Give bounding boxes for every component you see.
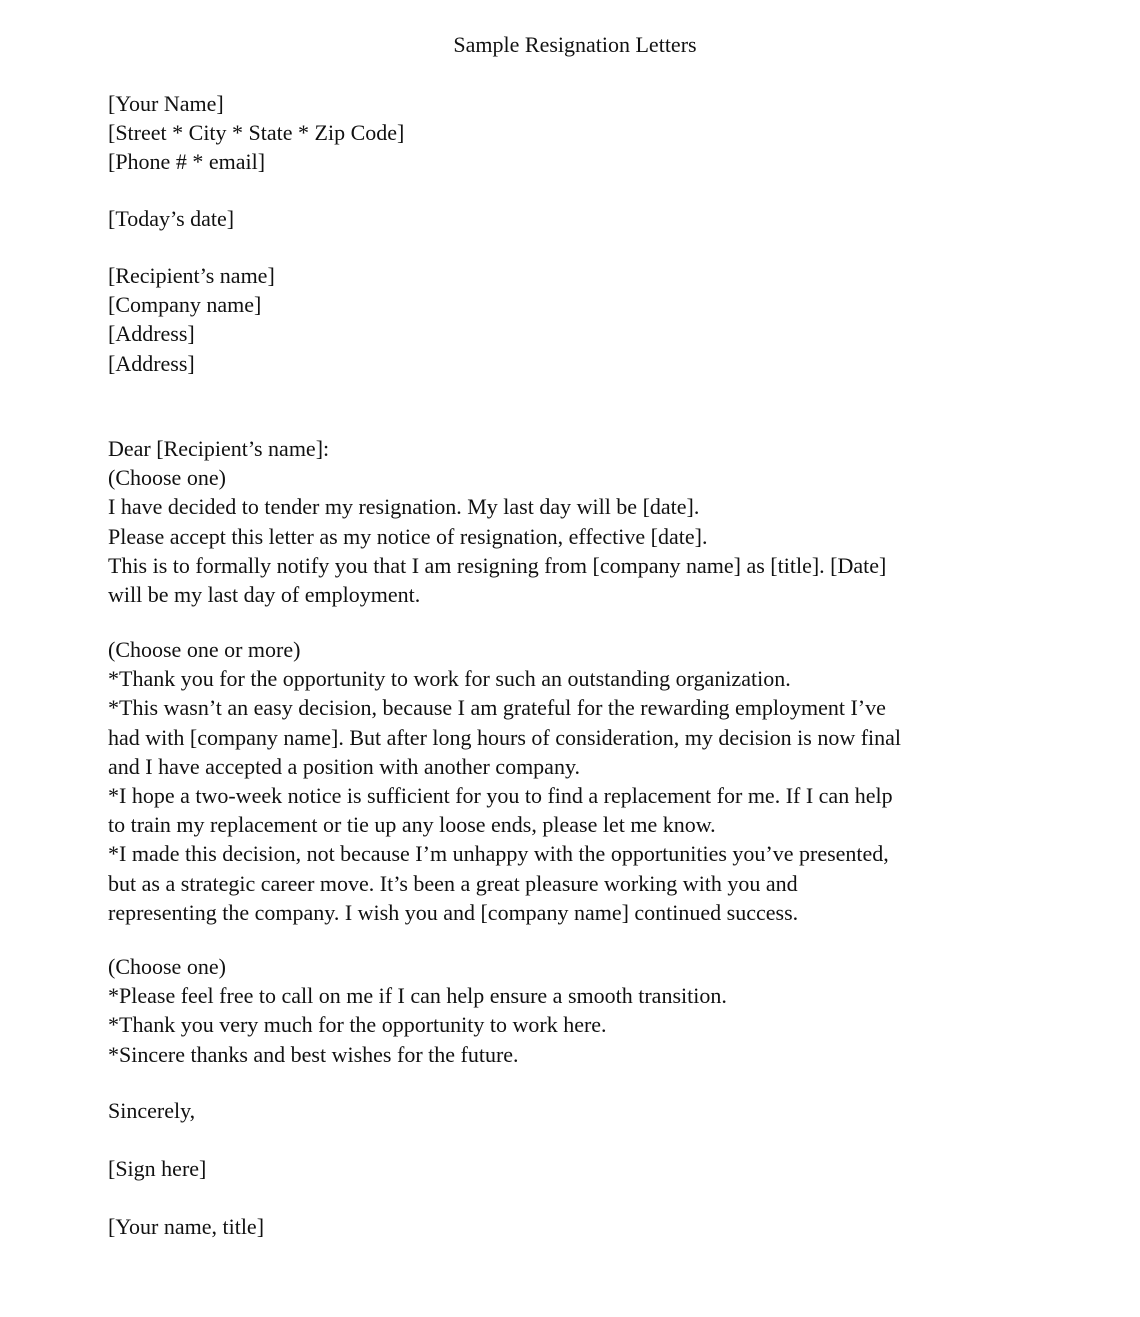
body-line: *Sincere thanks and best wishes for the future. bbox=[108, 1041, 519, 1067]
recipient-name: [Recipient’s name] bbox=[108, 263, 275, 288]
sender-street: [Street * City * State * Zip Code] bbox=[108, 120, 405, 146]
body-closing-paragraph bbox=[108, 952, 1068, 1069]
recipient-address-block bbox=[108, 261, 1068, 378]
choice-heading: (Choose one) bbox=[108, 465, 226, 491]
recipient-address-line: [Address] bbox=[108, 321, 195, 347]
choice-heading: (Choose one) bbox=[108, 954, 226, 979]
body-line: and I have accepted a position with another company. bbox=[108, 753, 581, 779]
signature-placeholder: [Sign here] bbox=[108, 1156, 207, 1181]
body-line: *Thank you very much for the opportunity to work here. bbox=[108, 1012, 607, 1038]
name-title-placeholder: [Your name, title] bbox=[108, 1214, 265, 1239]
body-line: I have decided to tender my resignation. My last day will be [date]. bbox=[108, 494, 700, 520]
body-middle-paragraph bbox=[108, 635, 1068, 927]
valediction: Sincerely, bbox=[108, 1098, 196, 1123]
body-intro-paragraph bbox=[108, 434, 1068, 609]
sender-address-block bbox=[108, 89, 1068, 177]
document-title: Sample Resignation Letters bbox=[453, 32, 697, 57]
letter-date: [Today’s date] bbox=[108, 206, 235, 231]
sender-contact: [Phone # * email] bbox=[108, 149, 266, 175]
body-line: to train my replacement or tie up any loose ends, please let me know. bbox=[108, 812, 716, 838]
salutation: Dear [Recipient’s name]: bbox=[108, 436, 330, 461]
body-line: representing the company. I wish you and [company name] continued success. bbox=[108, 899, 799, 925]
recipient-address-line: [Address] bbox=[108, 350, 195, 376]
recipient-company: [Company name] bbox=[108, 292, 262, 318]
sender-name: [Your Name] bbox=[108, 91, 224, 116]
body-line: *This wasn’t an easy decision, because I am grateful for the rewarding employment I’ve bbox=[108, 695, 886, 721]
body-line: Please accept this letter as my notice of resignation, effective [date]. bbox=[108, 523, 708, 549]
body-line: but as a strategic career move. It’s been a great pleasure working with you and bbox=[108, 870, 798, 896]
body-line: will be my last day of employment. bbox=[108, 581, 421, 607]
body-line: This is to formally notify you that I am resigning from [company name] as [title]. [Date] bbox=[108, 552, 887, 578]
body-line: had with [company name]. But after long hours of consideration, my decision is now final bbox=[108, 724, 902, 750]
body-line: *Thank you for the opportunity to work for such an outstanding organization. bbox=[108, 666, 791, 692]
body-line: *I hope a two-week notice is sufficient for you to find a replacement for me. If I can help bbox=[108, 782, 893, 808]
body-line: *I made this decision, not because I’m unhappy with the opportunities you’ve presented, bbox=[108, 841, 889, 867]
body-line: *Please feel free to call on me if I can help ensure a smooth transition. bbox=[108, 983, 727, 1009]
choice-heading: (Choose one or more) bbox=[108, 637, 301, 662]
